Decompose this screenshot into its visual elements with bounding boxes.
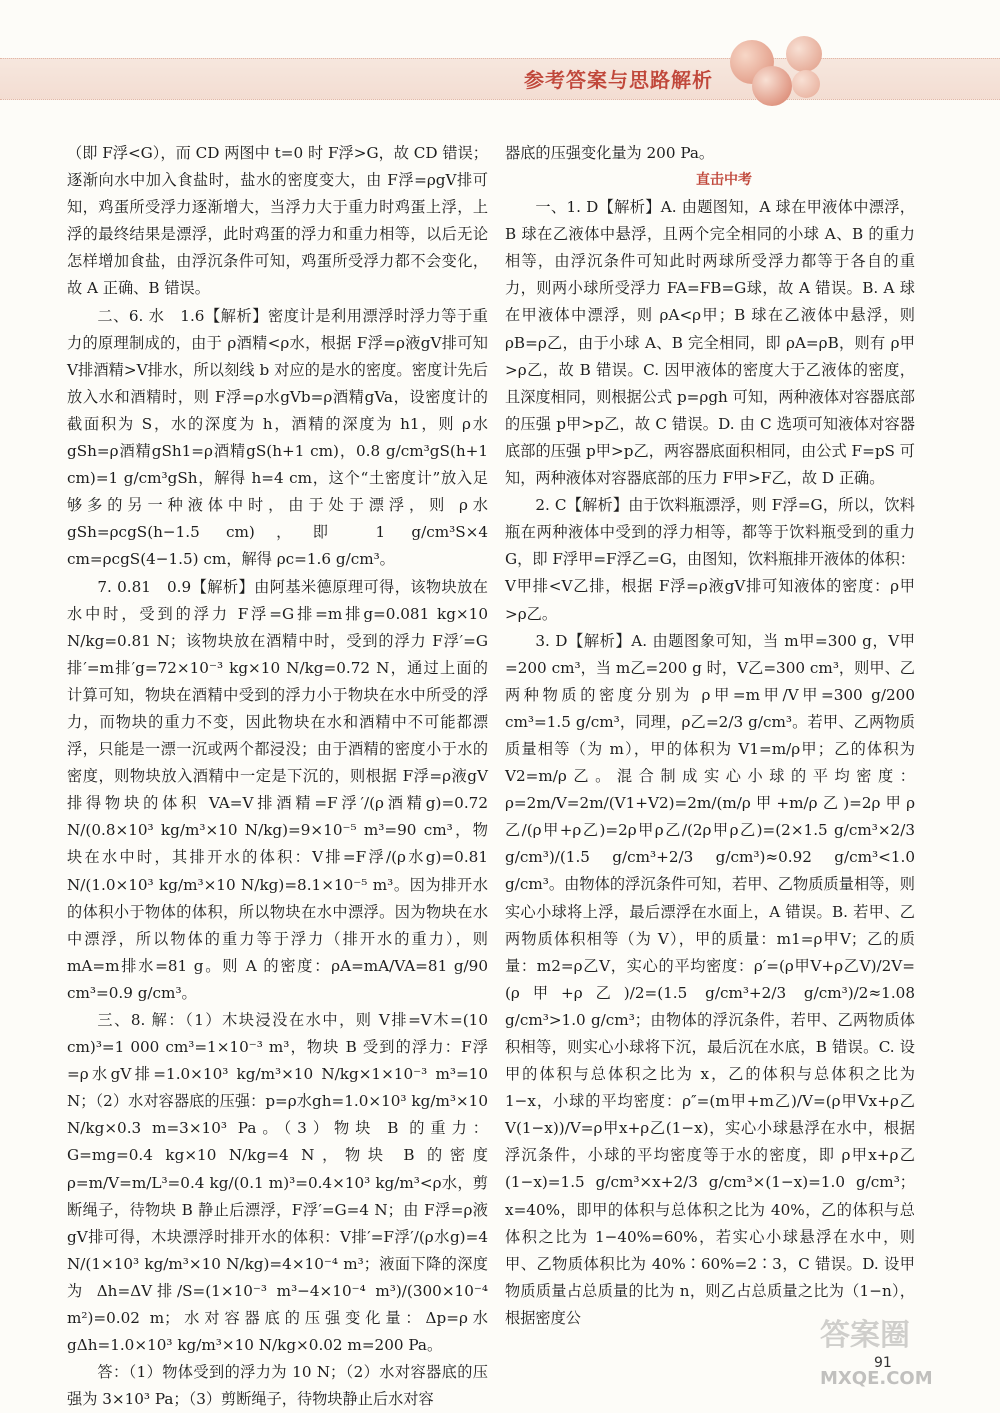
watermark-logo: 答案圈 [820,1318,910,1353]
paragraph: 二、6. 水 1.6【解析】密度计是利用漂浮时浮力等于重力的原理制成的，由于 ρ酒精<ρ水，根据 F浮=ρ液gV排可知 V排酒精>V排水，所以刻线 b 对应的是水的密度。密度计先后放入水和酒精时，则 F浮=ρ水gVb=ρ酒精gVa，设密度计的截面积为 S，水的深度为 h，酒精的深度为 h1，则 ρ水gSh=ρ酒精gSh1=ρ酒精gS(h+1 cm)，0.8 g/cm³gS(h+1 cm)=1 g/cm³gSh，解得 h=4 cm，这个“土密度计”放入足够多的另一种液体中时，由于处于漂浮，则 ρ水gSh=ρcgS(h−1.5 cm)，即 1 g/cm³S×4 cm=ρcgS(4−1.5) cm，解得 ρc=1.6 g/cm³。 [67,306,488,569]
paragraph: （即 F浮<G），而 CD 两图中 t=0 时 F浮>G，故 CD 错误；逐渐向水中加入食盐时，盐水的密度变大，由 F浮=ρgV排可知，鸡蛋所受浮力逐渐增大，当浮力大于重力时鸡蛋上浮，上浮的最终结果是漂浮，此时鸡蛋的浮力和重力相等，以后无论怎样增加食盐，由浮沉条件可知，鸡蛋所受浮力都不会变化，故 A 正确、B 错误。 [67,144,488,298]
paragraph: 器底的压强变化量为 200 Pa。 [505,144,715,162]
right-column [505,140,915,1332]
page-number: 91 [874,1355,892,1371]
paragraph: 3. D【解析】A. 由题图象可知，当 m甲=300 g，V甲=200 cm³，当 m乙=200 g 时，V乙=300 cm³，则甲、乙两种物质的密度分别为 ρ甲=m甲/V甲=300 g/200 cm³=1.5 g/cm³，同理，ρ乙=2/3 g/cm³。若甲、乙两物质质量相等（为 m），甲的体积为 V1=m/ρ甲；乙的体积为 V2=m/ρ乙。混合制成实心小球的平均密度：ρ=2m/V=2m/(V1+V2)=2m/(m/ρ甲+m/ρ乙)=2ρ甲ρ乙/(ρ甲+ρ乙)=2ρ甲ρ乙/(2ρ甲ρ乙)=(2×1.5 g/cm³×2/3 g/cm³)/(1.5 g/cm³+2/3 g/cm³)≈0.92 g/cm³<1.0 g/cm³。由物体的浮沉条件可知，若甲、乙物质质量相等，则实心小球将上浮，最后漂浮在水面上，A 错误。B. 若甲、乙两物质体积相等（为 V），甲的质量：m1=ρ甲V；乙的质量：m2=ρ乙V，实心的平均密度：ρ′=(ρ甲V+ρ乙V)/2V=(ρ甲+ρ乙)/2=(1.5 g/cm³+2/3 g/cm³)/2≈1.08 g/cm³>1.0 g/cm³；由物体的浮沉条件，若甲、乙两物质体积相等，则实心小球将下沉，最后沉在水底，B 错误。C. 设甲的体积与总体积之比为 x，乙的体积与总体积之比为 1−x，小球的平均密度：ρ″=(m甲+m乙)/V=(ρ甲Vx+ρ乙V(1−x))/V=ρ甲x+ρ乙(1−x)，实心小球悬浮在水中，根据浮沉条件，小球的平均密度等于水的密度，即 ρ甲x+ρ乙(1−x)=1.5 g/cm³×x+2/3 g/cm³×(1−x)=1.0 g/cm³；x=40%，即甲的体积与总体积之比为 40%，乙的体积与总体积之比为 1−40%=60%，若实心小球悬浮在水中，则甲、乙物质体积比为 40%∶60%=2∶3，C 错误。D. 设甲物质质量占总质量的比为 n，则乙占总质量之比为（1−n），根据密度公 [505,631,915,1327]
watermark-url: MXQE.COM [820,1368,933,1389]
decorative-bubble [786,36,822,72]
left-column [67,140,488,1413]
paragraph: 7. 0.81 0.9【解析】由阿基米德原理可得，该物块放在水中时，受到的浮力 F浮=G排=m排g=0.081 kg×10 N/kg=0.81 N；该物块放在酒精中时，受到的浮力 F浮′=G排′=m排′g=72×10⁻³ kg×10 N/kg=0.72 N，通过上面的计算可知，物块在酒精中受到的浮力小于物块在水中所受的浮力，而物块的重力不变，因此物块在水和酒精中不可能都漂浮，只能是一漂一沉或两个都浸没；由于酒精的密度小于水的密度，则物块放入酒精中一定是下沉的，则根据 F浮=ρ液gV排得物块的体积 VA=V排酒精=F浮′/(ρ酒精g)=0.72 N/(0.8×10³ kg/m³×10 N/kg)=9×10⁻⁵ m³=90 cm³，物块在水中时，其排开水的体积：V排=F浮/(ρ水g)=0.81 N/(1.0×10³ kg/m³×10 N/kg)=8.1×10⁻⁵ m³。因为排开水的体积小于物体的体积，所以物块在水中漂浮。因为物块在水中漂浮，所以物体的重力等于浮力（排开水的重力），则 mA=m排水=81 g。则 A 的密度：ρA=mA/VA=81 g/90 cm³=0.9 g/cm³。 [67,577,488,1002]
paragraph: 三、8. 解：（1）木块浸没在水中，则 V排=V木=(10 cm)³=1 000 cm³=1×10⁻³ m³，物块 B 受到的浮力：F浮=ρ水gV排=1.0×10³ kg/m³×10 N/kg×1×10⁻³ m³=10 N；（2）水对容器底的压强：p=ρ水gh=1.0×10³ kg/m³×10 N/kg×0.3 m=3×10³ Pa。（3）物块 B 的重力：G=mg=0.4 kg×10 N/kg=4 N，物块 B 的密度 ρ=m/V=m/L³=0.4 kg/(0.1 m)³=0.4×10³ kg/m³<ρ水，剪断绳子，待物块 B 静止后漂浮，F浮′=G=4 N；由 F浮=ρ液gV排可得，木块漂浮时排开水的体积：V排′=F浮′/(ρ水g)=4 N/(1×10³ kg/m³×10 N/kg)=4×10⁻⁴ m³；液面下降的深度为 Δh=ΔV排/S=(1×10⁻³ m³−4×10⁻⁴ m³)/(300×10⁻⁴ m²)=0.02 m；水对容器底的压强变化量：Δp=ρ水gΔh=1.0×10³ kg/m³×10 N/kg×0.02 m=200 Pa。 [67,1011,488,1355]
decorative-bubble [792,70,820,98]
section-title: 直击中考 [696,172,752,189]
page-header-title: 参考答案与思路解析 [524,68,713,92]
paragraph: 答：（1）物体受到的浮力为 10 N；（2）水对容器底的压强为 3×10³ Pa；（3）剪断绳子，待物块静止后水对容 [67,1363,488,1409]
paragraph: 2. C【解析】由于饮料瓶漂浮，则 F浮=G，所以，饮料瓶在两种液体中受到的浮力相等，都等于饮料瓶受到的重力 G，即 F浮甲=F浮乙=G，由图知，饮料瓶排开液体的体积：V甲排<V乙排，根据 F浮=ρ液gV排可知液体的密度：ρ甲>ρ乙。 [505,496,915,623]
decorative-bubble [752,66,792,106]
paragraph: 一、1. D【解析】A. 由题图知，A 球在甲液体中漂浮，B 球在乙液体中悬浮，且两个完全相同的小球 A、B 的重力相等，由浮沉条件可知此时两球所受浮力都等于各自的重力，则两小球所受浮力 FA=FB=G球，故 A 错误。B. A 球在甲液体中漂浮，则 ρA<ρ甲；B 球在乙液体中悬浮，则 ρB=ρ乙，由于小球 A、B 完全相同，即 ρA=ρB，则有 ρ甲>ρ乙，故 B 错误。C. 因甲液体的密度大于乙液体的密度，且深度相同，则根据公式 p=ρgh 可知，两种液体对容器底部的压强 p甲>p乙，故 C 错误。D. 由 C 选项可知液体对容器底部的压强 p甲>p乙，两容器底面积相同，由公式 F=pS 可知，两种液体对容器底部的压力 F甲>F乙，故 D 正确。 [505,198,915,488]
header-band [0,58,1000,100]
